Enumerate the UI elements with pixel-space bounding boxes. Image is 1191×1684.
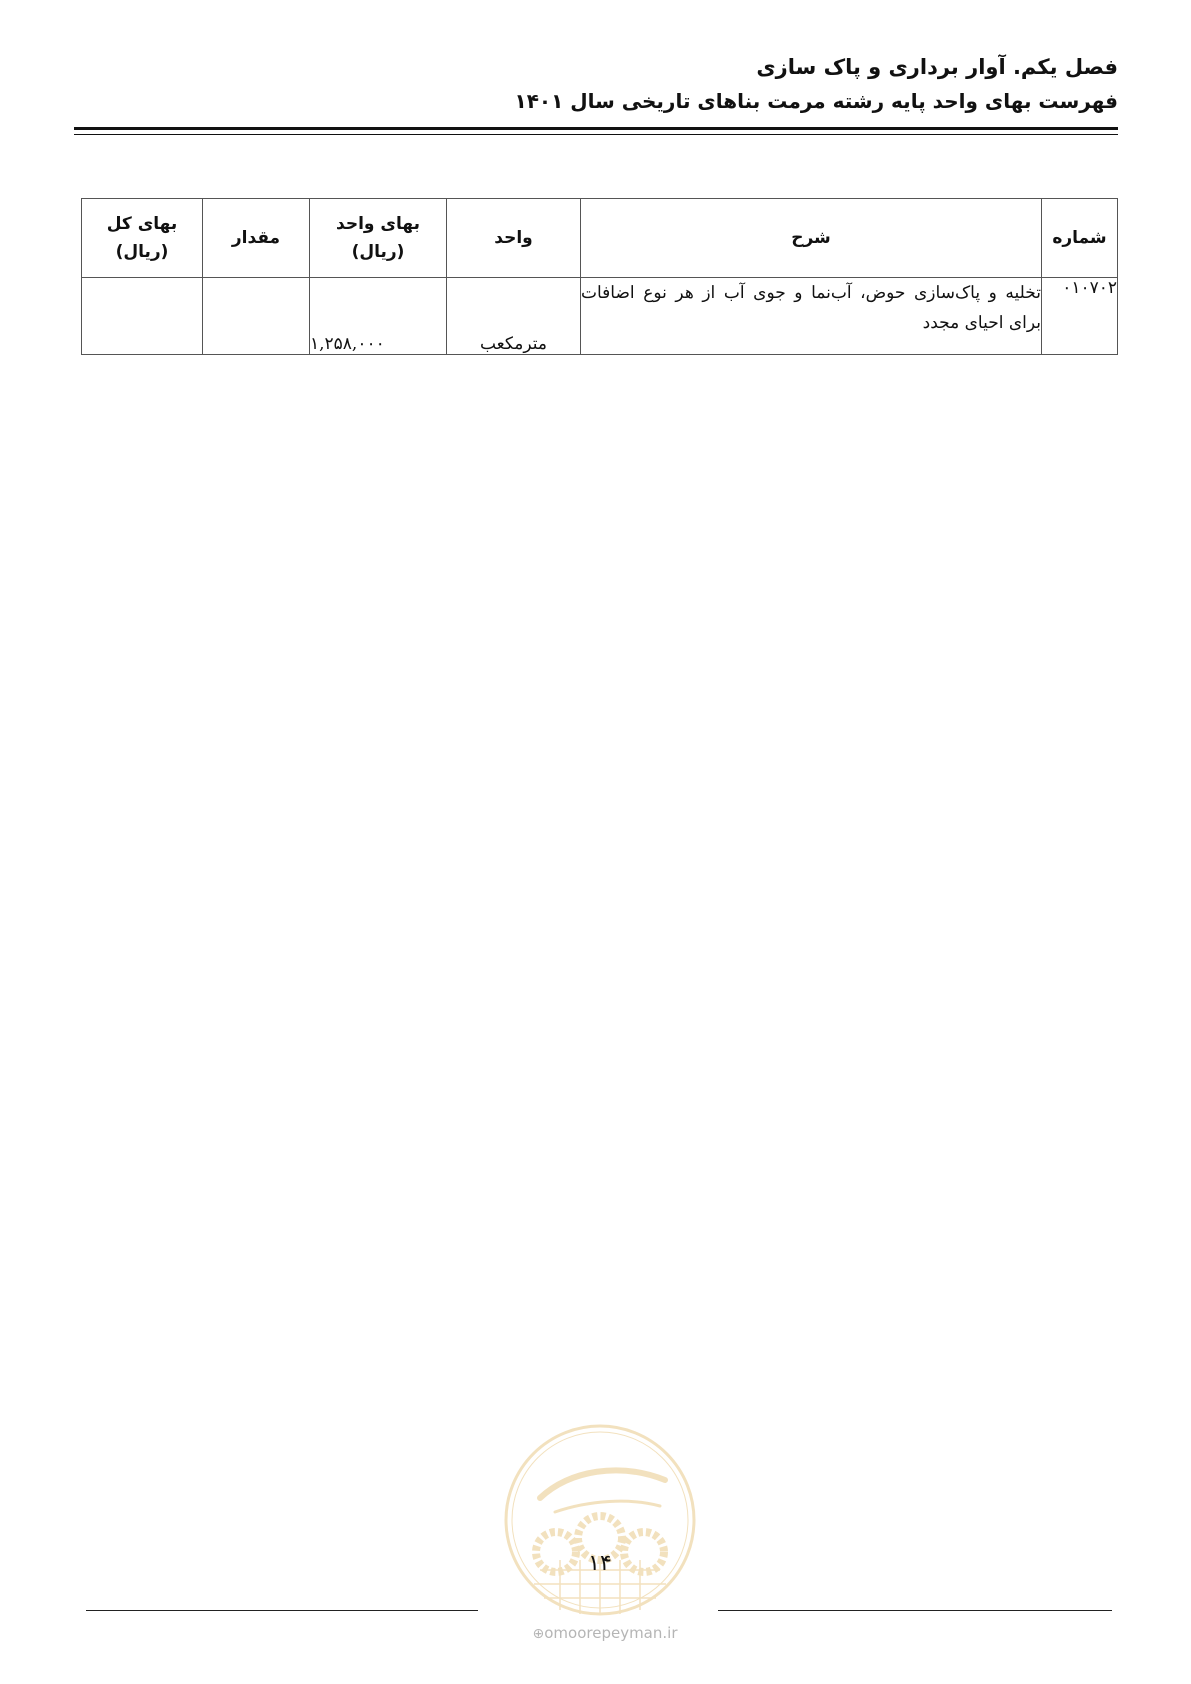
table-header-row <box>82 199 1118 278</box>
header-rule-thin <box>74 134 1118 135</box>
column-header-total-price: بهای کل (ریال) <box>82 199 203 278</box>
price-list-title: فهرست بهای واحد پایه رشته مرمت بناهای تاریخی سال ۱۴۰۱ <box>514 89 1118 113</box>
column-header-quantity: مقدار <box>203 199 310 278</box>
website-text: omoorepeyman.ir <box>544 1624 678 1642</box>
column-header-number: شماره <box>1042 199 1118 278</box>
table-row <box>82 278 1118 355</box>
item-total-price <box>82 278 203 355</box>
page-number: ۱۴ <box>588 1551 612 1576</box>
footer-rule-left <box>86 1610 478 1611</box>
column-header-unit-price <box>310 199 447 278</box>
unit-price-header-line1: بهای واحد <box>336 214 420 234</box>
price-list-table <box>81 198 1118 355</box>
watermark-seal-icon <box>500 1420 700 1620</box>
page-header <box>74 52 1118 116</box>
item-unit: مترمکعب <box>447 278 581 355</box>
chapter-title: فصل یکم. آوار برداری و پاک سازی <box>756 55 1118 79</box>
unit-price-header-line2: (ریال) <box>351 242 405 262</box>
column-header-unit: واحد <box>447 199 581 278</box>
header-rule-thick <box>74 127 1118 130</box>
website-footer <box>505 1624 705 1642</box>
item-quantity <box>203 278 310 355</box>
item-description: تخلیه و پاک‌سازی حوض، آب‌نما و جوی آب از هر نوع اضافات برای احیای مجدد <box>581 278 1042 355</box>
column-header-description: شرح <box>581 199 1042 278</box>
footer-rule-right <box>718 1610 1112 1611</box>
globe-icon: ⊕ <box>532 1626 545 1642</box>
item-unit-price: ۱,۲۵۸,۰۰۰ <box>310 278 447 355</box>
item-number: ۰۱۰۷۰۲ <box>1042 278 1118 355</box>
